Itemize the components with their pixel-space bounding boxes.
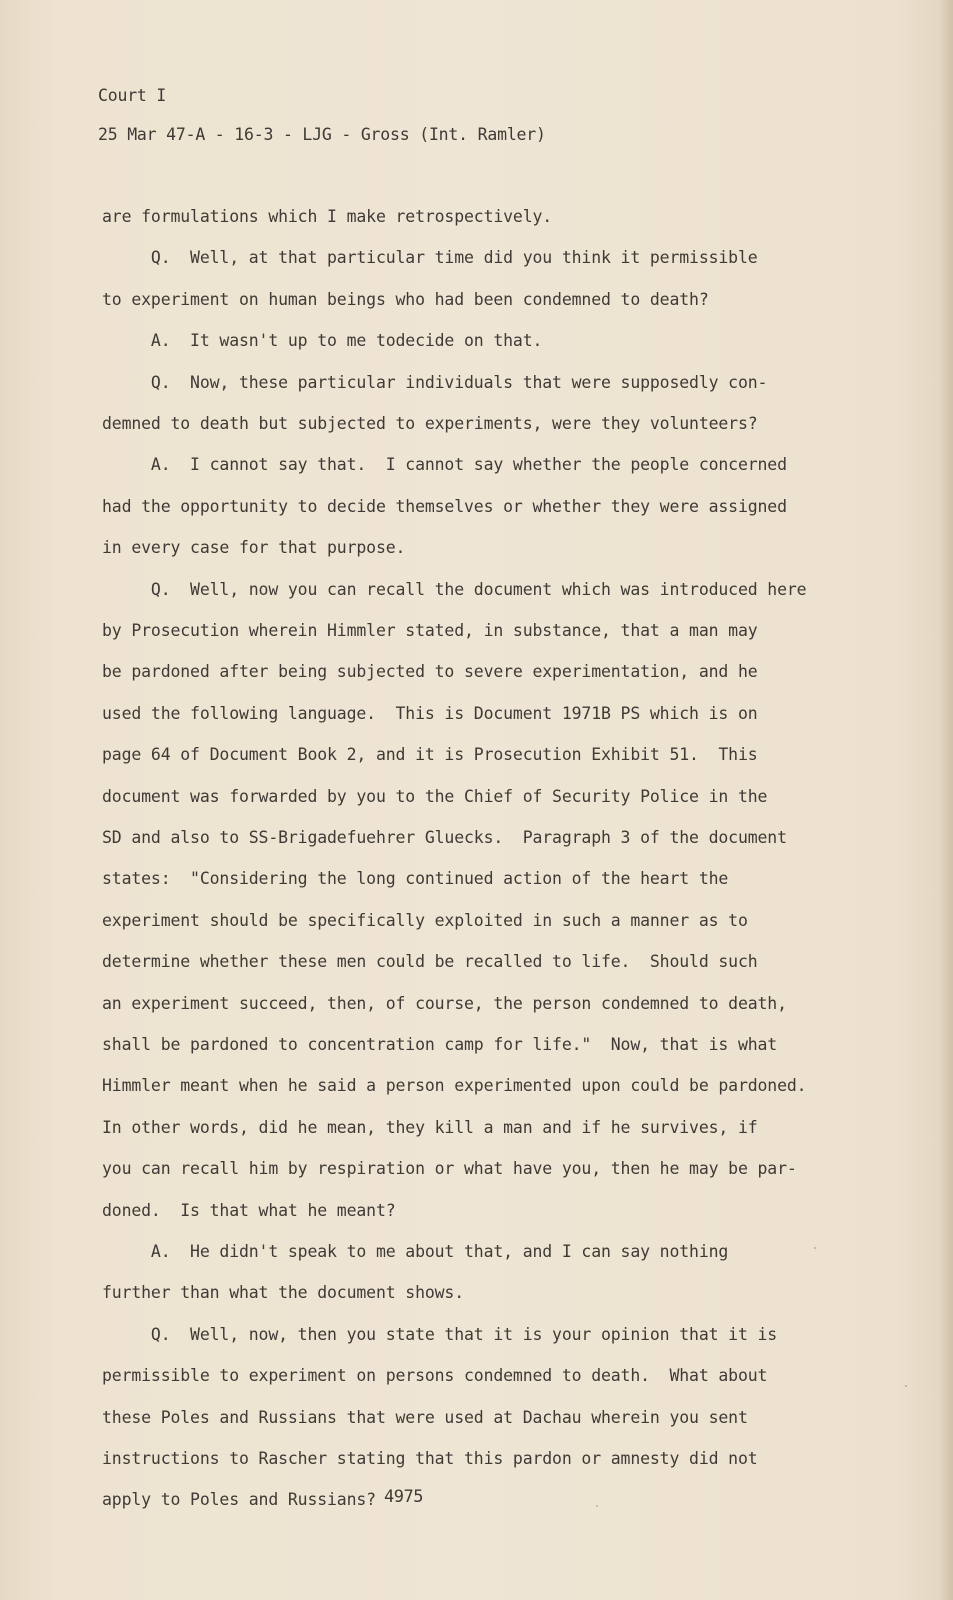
page-number: 4975 xyxy=(384,1487,423,1507)
transcript-line: permissible to experiment on persons condemned to death. What about xyxy=(102,1366,768,1386)
transcript-line: doned. Is that what he meant? xyxy=(102,1200,396,1220)
transcript-line: by Prosecution wherein Himmler stated, in substance, that a man may xyxy=(102,621,758,640)
paper-speck xyxy=(814,1247,816,1249)
session-reference: 25 Mar 47-A - 16-3 - LJG - Gross (Int. Ramler) xyxy=(98,125,546,144)
transcript-line: instructions to Rascher stating that this pardon or amnesty did not xyxy=(102,1449,758,1468)
transcript-line: are formulations which I make retrospectively. xyxy=(102,207,553,226)
transcript-line: Himmler meant when he said a person experimented upon could be pardoned. xyxy=(102,1076,807,1096)
transcript-line: to experiment on human beings who had been condemned to death? xyxy=(102,289,709,309)
transcript-line: Q. Well, at that particular time did you think it permissible xyxy=(102,248,758,268)
transcript-line: an experiment succeed, then, of course, the person condemned to death, xyxy=(102,993,787,1013)
transcript-line: Q. Now, these particular individuals that were supposedly con- xyxy=(102,372,768,392)
transcript-line: Q. Well, now you can recall the document which was introduced here xyxy=(102,579,807,599)
transcript-line: document was forwarded by you to the Chief of Security Police in the xyxy=(102,786,768,806)
transcript-line: determine whether these men could be recalled to life. Should such xyxy=(102,952,758,972)
transcript-line: these Poles and Russians that were used at Dachau wherein you sent xyxy=(102,1407,748,1427)
transcript-line: A. It wasn't up to me todecide on that. xyxy=(102,331,543,351)
transcript-line: shall be pardoned to concentration camp for life." Now, that is what xyxy=(102,1035,778,1054)
transcript-line: you can recall him by respiration or what have you, then he may be par- xyxy=(102,1159,797,1179)
transcript-line: states: "Considering the long continued action of the heart the xyxy=(102,869,729,889)
transcript-line: in every case for that purpose. xyxy=(102,538,406,558)
paper-speck xyxy=(596,1505,598,1507)
transcript-line: page 64 of Document Book 2, and it is Prosecution Exhibit 51. This xyxy=(102,745,758,765)
transcript-line: further than what the document shows. xyxy=(102,1283,465,1303)
transcript-line: be pardoned after being subjected to severe experimentation, and he xyxy=(102,662,758,682)
paper-speck xyxy=(905,1385,907,1387)
transcript-line: apply to Poles and Russians? xyxy=(102,1490,376,1510)
transcript-line: In other words, did he mean, they kill a man and if he survives, if xyxy=(102,1117,758,1137)
transcript-line: used the following language. This is Document 1971B PS which is on xyxy=(102,703,758,723)
page-edge-shadow xyxy=(939,0,953,1600)
transcript-line: experiment should be specifically exploited in such a manner as to xyxy=(102,910,748,930)
transcript-line: SD and also to SS-Brigadefuehrer Gluecks. Paragraph 3 of the document xyxy=(102,828,787,847)
transcript-line: had the opportunity to decide themselves or whether they were assigned xyxy=(102,496,787,516)
transcript-line: A. I cannot say that. I cannot say whether the people concerned xyxy=(102,455,787,475)
transcript-line: A. He didn't speak to me about that, and I can say nothing xyxy=(102,1242,729,1261)
transcript-line: Q. Well, now, then you state that it is your opinion that it is xyxy=(102,1324,778,1344)
transcript-line: demned to death but subjected to experiments, were they volunteers? xyxy=(102,414,758,433)
court-label: Court I xyxy=(98,86,167,105)
